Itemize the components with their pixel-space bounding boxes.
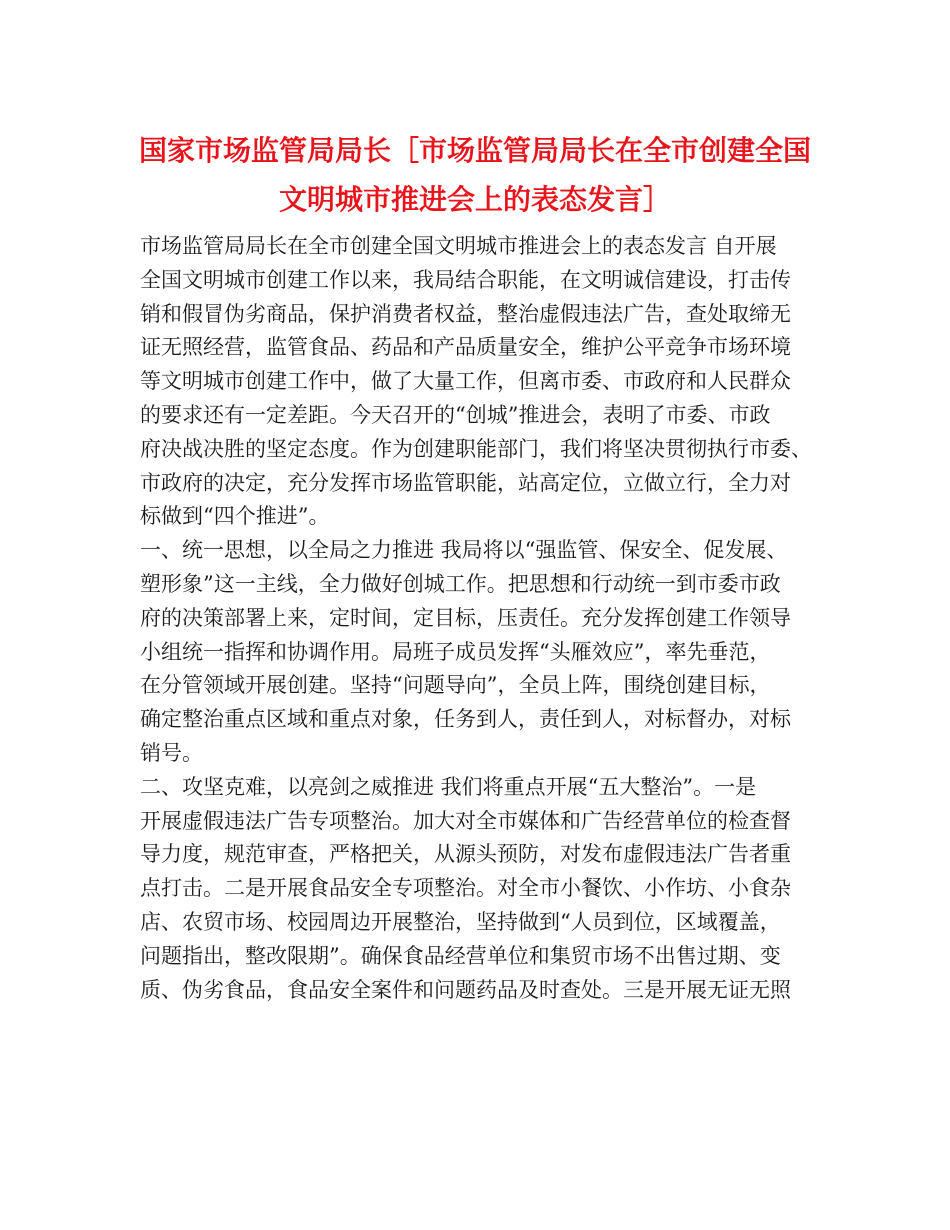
body-text-line: 小组统一指挥和协调作用。局班子成员发挥“头雁效应”，率先垂范， bbox=[140, 639, 771, 664]
body-text-line: 确定整治重点区域和重点对象，任务到人，责任到人，对标督办，对标 bbox=[140, 707, 791, 732]
body-text-line: 质、伪劣食品，食品安全案件和问题药品及时查处。三是开展无证无照 bbox=[140, 977, 791, 1002]
body-text-line: 的要求还有一定差距。今天召开的“创城”推进会，表明了市委、市政 bbox=[140, 402, 771, 427]
body-text-line: 标做到“四个推进”。 bbox=[140, 504, 330, 529]
body-text-line: 等文明城市创建工作中，做了大量工作，但离市委、市政府和人民群众 bbox=[140, 369, 791, 394]
body-text-line: 府的决策部署上来，定时间，定目标，压责任。充分发挥创建工作领导 bbox=[140, 605, 791, 630]
body-text-line: 二、攻坚克难，以亮剑之威推进 我们将重点开展“五大整治”。一是 bbox=[140, 774, 757, 799]
body-text-line: 府决战决胜的坚定态度。作为创建职能部门，我们将坚决贯彻执行市委、 bbox=[140, 436, 812, 461]
body-text-line: 销和假冒伪劣商品，保护消费者权益，整治虚假违法广告，查处取缔无 bbox=[140, 301, 791, 326]
body-text-line: 市政府的决定，充分发挥市场监管职能，站高定位，立做立行，全力对 bbox=[140, 470, 791, 495]
document-body bbox=[140, 230, 830, 1007]
body-text-line: 在分管领域开展创建。坚持“问题导向”，全员上阵，围绕创建目标， bbox=[140, 673, 771, 698]
body-text-line: 开展虚假违法广告专项整治。加大对全市媒体和广告经营单位的检查督 bbox=[140, 808, 791, 833]
body-text-line: 证无照经营，监管食品、药品和产品质量安全，维护公平竞争市场环境 bbox=[140, 335, 791, 360]
body-text-line: 问题指出，整改限期”。确保食品经营单位和集贸市场不出售过期、变 bbox=[140, 943, 781, 968]
document-title-line-1: 国家市场监管局局长［市场监管局局长在全市创建全国 bbox=[138, 134, 811, 167]
body-text-line: 市场监管局局长在全市创建全国文明城市推进会上的表态发言 自开展 bbox=[140, 234, 777, 258]
body-text-line: 塑形象”这一主线，全力做好创城工作。把思想和行动统一到市委市政 bbox=[140, 571, 781, 596]
body-text-line: 一、统一思想，以全局之力推进 我局将以“强监管、保安全、促发展、 bbox=[140, 538, 788, 563]
body-text-line: 店、农贸市场、校园周边开展整治，坚持做到“人员到位，区域覆盖， bbox=[140, 909, 781, 934]
body-text-line: 全国文明城市创建工作以来，我局结合职能，在文明诚信建设，打击传 bbox=[140, 267, 791, 292]
body-text-line: 导力度，规范审查，严格把关，从源头预防，对发布虚假违法广告者重 bbox=[140, 842, 791, 867]
document-title-line-2: 文明城市推进会上的表态发言］ bbox=[278, 183, 671, 216]
body-text-line: 销号。 bbox=[140, 740, 203, 765]
body-text-line: 点打击。二是开展食品安全专项整治。对全市小餐饮、小作坊、小食杂 bbox=[140, 876, 791, 901]
